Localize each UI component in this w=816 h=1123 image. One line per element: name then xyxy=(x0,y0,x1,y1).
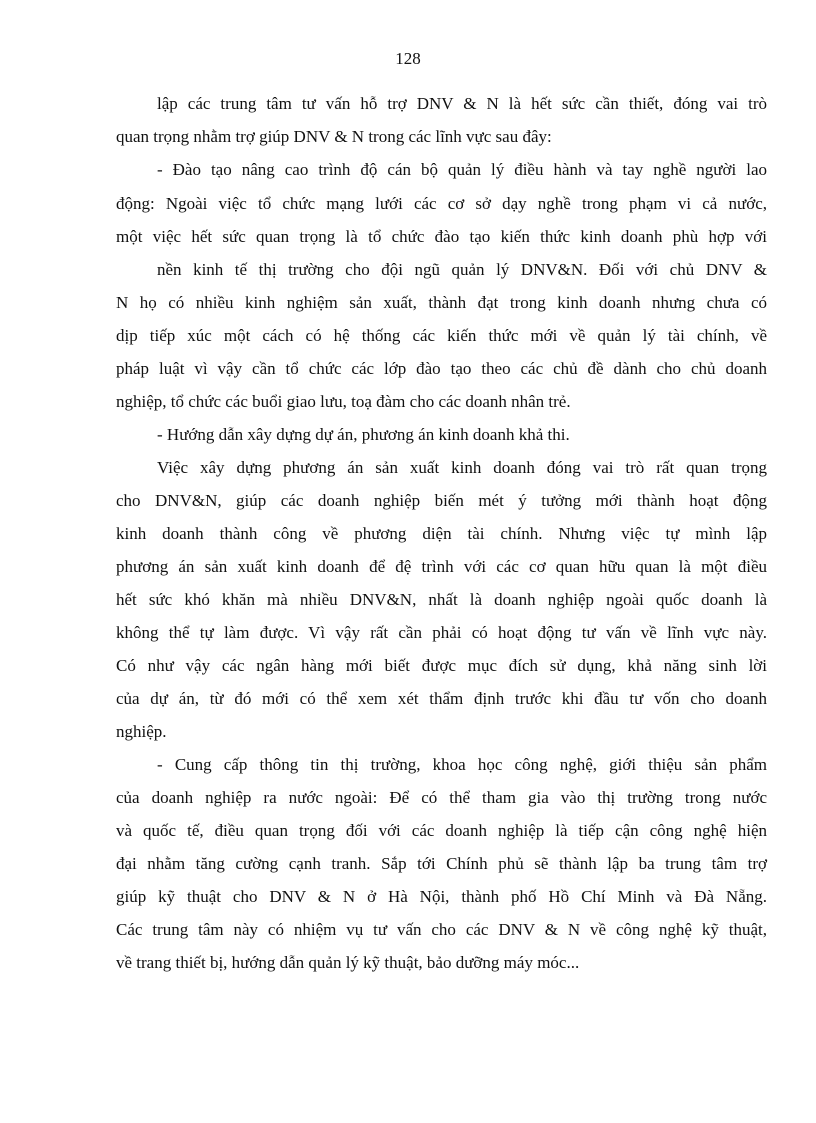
text-line: - Đào tạo nâng cao trình độ cán bộ quản lý điều hành và tay nghề người lao xyxy=(157,160,767,179)
text-line: nghiệp, tổ chức các buổi giao lưu, toạ đàm cho các doanh nhân trẻ. xyxy=(116,392,571,411)
text-line: động: Ngoài việc tổ chức mạng lưới các cơ sở dạy nghề trong phạm vi cả nước, xyxy=(116,194,767,213)
text-line: hết sức khó khăn mà nhiều DNV&N, nhất là doanh nghiệp ngoài quốc doanh là xyxy=(116,590,767,609)
text-line: giúp kỹ thuật cho DNV & N ở Hà Nội, thành phố Hồ Chí Minh và Đà Nẵng. xyxy=(116,887,767,906)
text-line: một việc hết sức quan trọng là tổ chức đào tạo kiến thức kinh doanh phù hợp với xyxy=(116,227,767,246)
text-line: - Hướng dẫn xây dựng dự án, phương án kinh doanh khả thi. xyxy=(157,425,570,444)
text-line: nền kinh tế thị trường cho đội ngũ quản lý DNV&N. Đối với chủ DNV & xyxy=(157,260,767,279)
text-line: dịp tiếp xúc một cách có hệ thống các kiến thức mới về quản lý tài chính, về xyxy=(116,326,767,345)
text-line: đại nhằm tăng cường cạnh tranh. Sắp tới Chính phủ sẽ thành lập ba trung tâm trợ xyxy=(116,854,767,873)
text-line: không thể tự làm được. Vì vậy rất cần phải có hoạt động tư vấn về lĩnh vực này. xyxy=(116,623,767,642)
text-line: - Cung cấp thông tin thị trường, khoa học công nghệ, giới thiệu sản phẩm xyxy=(157,755,767,774)
text-line: Có như vậy các ngân hàng mới biết được mục đích sử dụng, khả năng sinh lời xyxy=(116,656,767,675)
text-line: cho DNV&N, giúp các doanh nghiệp biến mét ý tưởng mới thành hoạt động xyxy=(116,491,767,510)
text-line: kinh doanh thành công về phương diện tài chính. Nhưng việc tự mình lập xyxy=(116,524,767,543)
text-line: N họ có nhiều kinh nghiệm sản xuất, thành đạt trong kinh doanh nhưng chưa có xyxy=(116,293,767,312)
text-line: và quốc tế, điều quan trọng đối với các doanh nghiệp là tiếp cận công nghệ hiện xyxy=(116,821,767,840)
text-line: lập các trung tâm tư vấn hỗ trợ DNV & N là hết sức cần thiết, đóng vai trò xyxy=(157,94,767,113)
text-line: của dự án, từ đó mới có thể xem xét thẩm định trước khi đầu tư vốn cho doanh xyxy=(116,689,767,708)
text-line: Các trung tâm này có nhiệm vụ tư vấn cho các DNV & N về công nghệ kỹ thuật, xyxy=(116,920,767,939)
text-line: quan trọng nhằm trợ giúp DNV & N trong các lĩnh vực sau đây: xyxy=(116,127,552,146)
page-number: 128 xyxy=(395,49,421,68)
text-line: về trang thiết bị, hướng dẫn quản lý kỹ thuật, bảo dưỡng máy móc... xyxy=(116,953,580,972)
text-line: Việc xây dựng phương án sản xuất kinh doanh đóng vai trò rất quan trọng xyxy=(157,458,767,477)
text-line: nghiệp. xyxy=(116,722,167,741)
text-line: phương án sản xuất kinh doanh để đệ trình với các cơ quan hữu quan là một điều xyxy=(116,557,767,576)
text-line: pháp luật vì vậy cần tổ chức các lớp đào tạo theo các chủ đề dành cho chủ doanh xyxy=(116,359,767,378)
text-line: của doanh nghiệp ra nước ngoài: Để có thể tham gia vào thị trường trong nước xyxy=(116,788,767,807)
